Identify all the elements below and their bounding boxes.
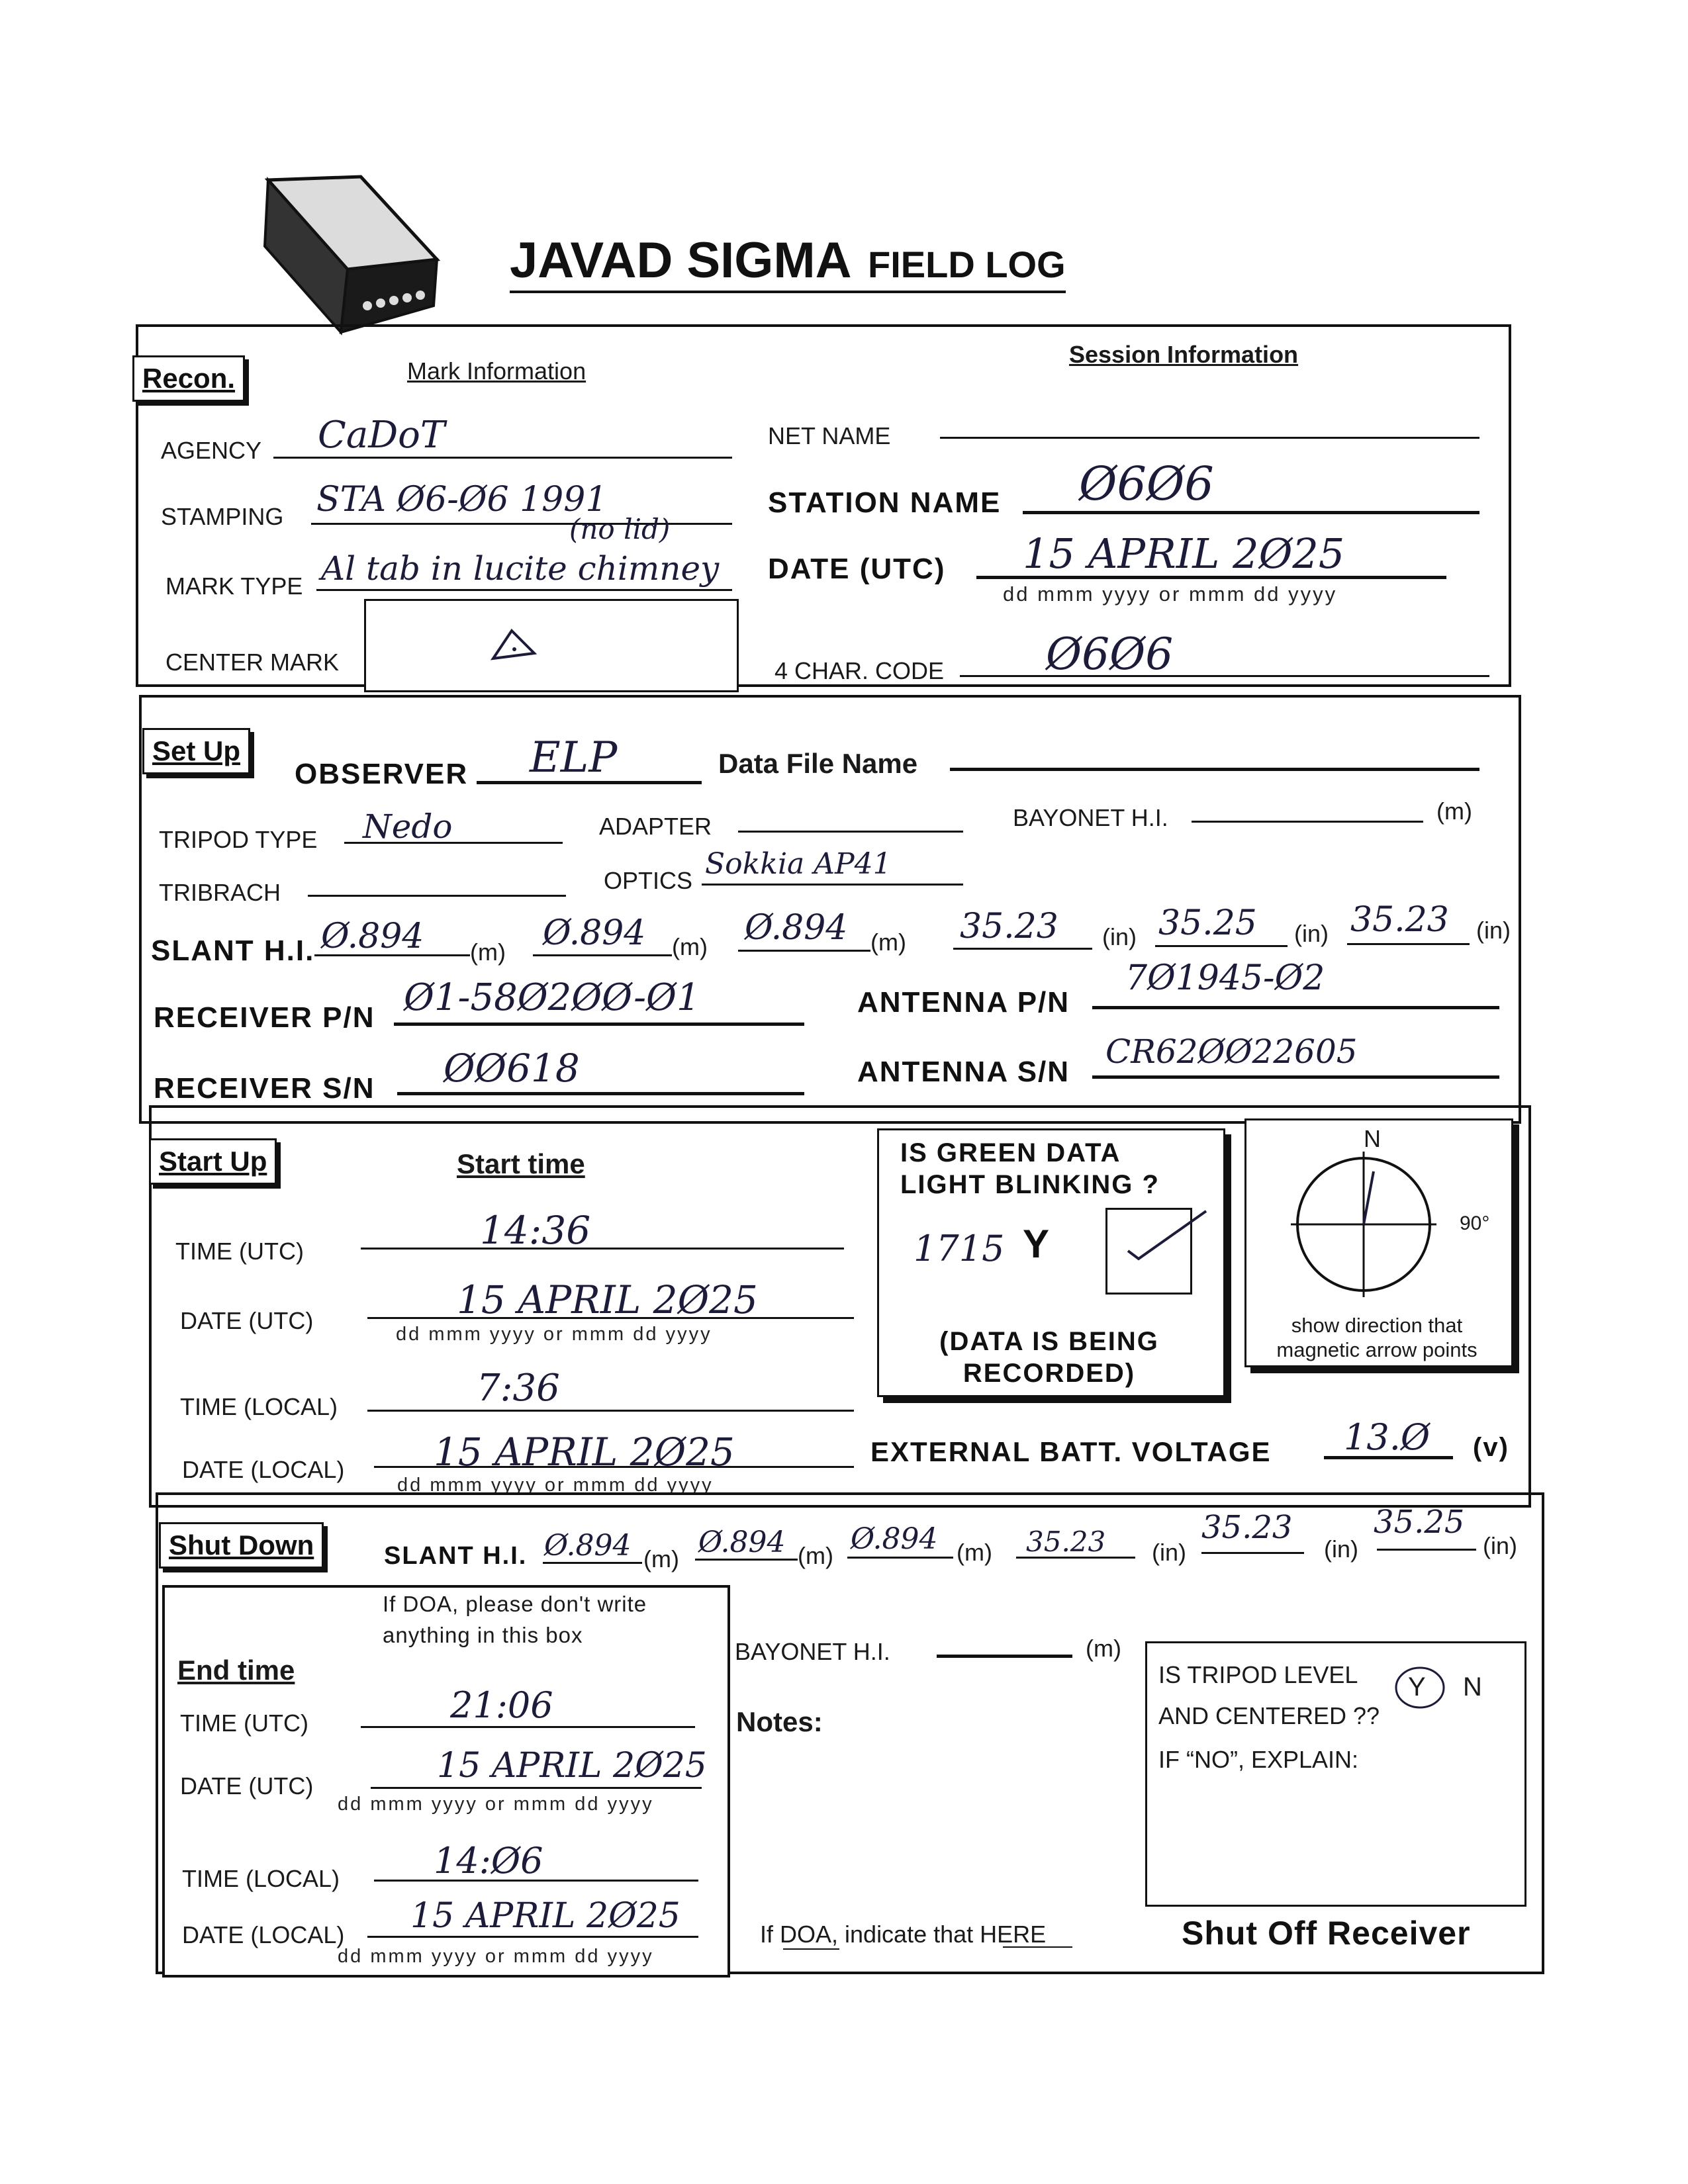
startup-time-local-value: 7:36 (477, 1367, 560, 1410)
shutdown-slant-value-2: Ø.894 (698, 1525, 786, 1559)
mark-type-value: Al tab in lucite chimney (321, 549, 720, 588)
start-time-heading: Start time (457, 1148, 585, 1179)
shutdown-slant-value-1: Ø.894 (544, 1529, 632, 1563)
shutdown-time-local-label: TIME (LOCAL) (182, 1865, 340, 1892)
doa-note-1: If DOA, please don't write (383, 1592, 647, 1616)
title-main: JAVAD SIGMA (510, 232, 852, 289)
form-title (510, 232, 1066, 293)
setup-slant-value-5: 35.25 (1158, 903, 1257, 943)
receiver-sn-line (397, 1092, 804, 1095)
compass-caption-2: magnetic arrow points (1276, 1338, 1477, 1361)
shutdown-bayonet-label: BAYONET H.I. (735, 1638, 890, 1665)
shutdown-time-utc-label: TIME (UTC) (180, 1709, 308, 1737)
setup-slant-unit-5: (in) (1294, 920, 1329, 947)
green-light-question-2: LIGHT BLINKING ? (900, 1170, 1160, 1199)
bayonet-line (1192, 821, 1423, 823)
startup-date-utc-value: 15 APRIL 2Ø25 (457, 1277, 758, 1322)
receiver-device-image (261, 173, 444, 339)
compass-icon (1291, 1152, 1436, 1297)
green-light-y: Y (1023, 1222, 1051, 1266)
session-info-heading: Session Information (1069, 341, 1299, 368)
net-name-line (940, 437, 1479, 439)
shutdown-slant-line-3 (847, 1557, 953, 1559)
shutdown-slant-unit-2: (m) (798, 1542, 833, 1569)
ext-batt-value: 13.Ø (1344, 1416, 1430, 1458)
compass-90-label: 90° (1460, 1212, 1490, 1234)
tripod-label: TRIPOD TYPE (159, 826, 318, 853)
stamping-note: (no lid) (569, 513, 671, 545)
stamping-value: STA Ø6-Ø6 1991 (316, 480, 608, 520)
adapter-label: ADAPTER (599, 813, 712, 840)
startup-time-local-line (367, 1410, 854, 1412)
setup-slant-unit-3: (m) (870, 929, 906, 956)
shutdown-time-local-value: 14:Ø6 (434, 1840, 543, 1882)
shutdown-time-utc-line (361, 1726, 695, 1728)
receiver-pn-value: Ø1-58Ø2ØØ-Ø1 (404, 976, 700, 1019)
mark-type-label: MARK TYPE (165, 572, 303, 600)
setup-slant-unit-4: (in) (1102, 923, 1137, 950)
antenna-sn-label: ANTENNA S/N (857, 1056, 1070, 1088)
shutdown-slant-label: SLANT H.I. (384, 1542, 528, 1570)
bayonet-label: BAYONET H.I. (1013, 804, 1168, 831)
tribrach-label: TRIBRACH (159, 879, 281, 906)
receiver-sn-label: RECEIVER S/N (154, 1072, 375, 1105)
data-file-label: Data File Name (718, 748, 918, 779)
shutdown-date-local-line (367, 1936, 698, 1938)
doa-indicate-text: If DOA, indicate that HERE (760, 1921, 1047, 1948)
shutdown-slant-line-6 (1377, 1549, 1476, 1551)
shutdown-slant-unit-3: (m) (957, 1539, 992, 1566)
doa-note-2: anything in this box (383, 1623, 583, 1647)
antenna-pn-line (1092, 1006, 1499, 1009)
shutdown-slant-unit-4: (in) (1152, 1539, 1186, 1566)
shut-off-receiver-text: Shut Off Receiver (1182, 1915, 1471, 1952)
recording-text-1: (DATA IS BEING (939, 1327, 1159, 1356)
observer-label: OBSERVER (295, 758, 469, 790)
setup-slant-line-5 (1155, 945, 1288, 947)
shutdown-slant-unit-1: (m) (643, 1545, 679, 1572)
recon-date-format: dd mmm yyyy or mmm dd yyyy (1003, 582, 1338, 606)
tripod-level-question-2: AND CENTERED ?? (1158, 1702, 1380, 1729)
char-code-label: 4 CHAR. CODE (774, 657, 945, 684)
adapter-line (738, 831, 963, 833)
shutdown-bayonet-unit: (m) (1086, 1635, 1121, 1662)
doa-underline (783, 1948, 839, 1950)
receiver-pn-line (394, 1023, 804, 1026)
recording-text-2: RECORDED) (962, 1359, 1136, 1388)
shutdown-slant-line-5 (1201, 1552, 1304, 1554)
end-time-heading: End time (177, 1655, 295, 1686)
observer-value: ELP (530, 733, 618, 782)
startup-tab: Start Up (149, 1138, 277, 1185)
tripod-level-question-3: IF “NO”, EXPLAIN: (1158, 1746, 1359, 1773)
station-name-label: STATION NAME (768, 486, 1002, 519)
startup-time-utc-line (361, 1248, 844, 1250)
shutdown-date-utc-line (371, 1787, 702, 1789)
green-light-initials: 1715 (914, 1228, 1005, 1269)
shutdown-date-local-label: DATE (LOCAL) (182, 1921, 345, 1948)
tripod-level-no[interactable]: N (1463, 1672, 1482, 1702)
setup-slant-line-4 (953, 948, 1092, 950)
stamping-label: STAMPING (161, 503, 284, 530)
shutdown-slant-value-3: Ø.894 (851, 1522, 938, 1556)
setup-slant-line-6 (1347, 943, 1470, 945)
notes-label: Notes: (736, 1706, 823, 1737)
net-name-label: NET NAME (768, 422, 891, 449)
recon-date-value: 15 APRIL 2Ø25 (1023, 529, 1345, 578)
shutdown-slant-value-4: 35.23 (1026, 1525, 1106, 1558)
shutdown-date-utc-format: dd mmm yyyy or mmm dd yyyy (338, 1794, 654, 1815)
volt-unit: (v) (1473, 1433, 1509, 1462)
startup-date-utc-format: dd mmm yyyy or mmm dd yyyy (396, 1324, 712, 1345)
antenna-pn-label: ANTENNA P/N (857, 986, 1070, 1019)
receiver-sn-value: ØØ618 (444, 1046, 580, 1091)
shutdown-slant-value-5: 35.23 (1201, 1509, 1293, 1546)
shutdown-tab: Shut Down (159, 1522, 324, 1569)
tripod-level-question-1: IS TRIPOD LEVEL (1158, 1661, 1358, 1688)
setup-slant-value-3: Ø.894 (745, 908, 848, 948)
center-mark-box (364, 599, 739, 692)
receiver-pn-label: RECEIVER P/N (154, 1001, 375, 1034)
recon-date-label: DATE (UTC) (768, 553, 946, 585)
shutdown-bayonet-line (937, 1655, 1072, 1658)
startup-time-utc-value: 14:36 (480, 1208, 591, 1253)
data-file-line (950, 768, 1479, 771)
char-code-value: Ø6Ø6 (1046, 629, 1174, 680)
shutdown-date-utc-value: 15 APRIL 2Ø25 (437, 1746, 707, 1786)
checkmark-icon (1119, 1205, 1211, 1271)
setup-tab: Set Up (142, 728, 250, 774)
antenna-pn-value: 7Ø1945-Ø2 (1125, 958, 1325, 998)
setup-slant-line-3 (738, 950, 870, 952)
startup-time-local-label: TIME (LOCAL) (180, 1393, 338, 1420)
optics-line (702, 884, 963, 886)
mark-info-heading: Mark Information (407, 357, 586, 385)
center-mark-label: CENTER MARK (165, 649, 340, 676)
startup-date-local-format: dd mmm yyyy or mmm dd yyyy (397, 1475, 714, 1496)
shutdown-date-local-value: 15 APRIL 2Ø25 (410, 1896, 680, 1936)
startup-date-local-value: 15 APRIL 2Ø25 (434, 1430, 735, 1475)
agency-label: AGENCY (161, 437, 262, 464)
setup-slant-label: SLANT H.I. (151, 934, 315, 967)
tribrach-line (308, 895, 566, 897)
optics-label: OPTICS (604, 867, 693, 894)
shutdown-slant-unit-6: (in) (1483, 1532, 1517, 1559)
compass-caption-1: show direction that (1291, 1314, 1463, 1337)
setup-slant-unit-1: (m) (470, 938, 506, 966)
station-name-line (1023, 511, 1479, 514)
yes-circled-icon (1393, 1664, 1446, 1711)
tripod-value: Nedo (363, 807, 453, 846)
compass-north-label: N (1364, 1125, 1381, 1152)
setup-slant-value-1: Ø.894 (321, 917, 424, 956)
here-underline (1003, 1946, 1072, 1948)
bayonet-unit: (m) (1436, 797, 1472, 825)
shutdown-time-utc-value: 21:06 (450, 1684, 553, 1726)
center-mark-triangle-icon (487, 625, 539, 665)
shutdown-date-utc-label: DATE (UTC) (180, 1772, 314, 1799)
agency-line (273, 457, 732, 459)
startup-date-utc-label: DATE (UTC) (180, 1307, 314, 1334)
char-code-line (960, 675, 1489, 677)
setup-slant-value-6: 35.23 (1350, 900, 1449, 940)
shutdown-slant-unit-5: (in) (1324, 1535, 1358, 1563)
setup-slant-unit-6: (in) (1476, 917, 1511, 944)
setup-slant-unit-2: (m) (672, 933, 708, 960)
setup-slant-line-2 (533, 954, 672, 956)
recon-tab: Recon. (132, 355, 245, 402)
green-light-question-1: IS GREEN DATA (900, 1138, 1121, 1167)
mark-type-line (316, 589, 732, 591)
antenna-sn-line (1092, 1075, 1499, 1079)
title-sub: FIELD LOG (868, 244, 1066, 285)
startup-time-utc-label: TIME (UTC) (175, 1238, 304, 1265)
ext-batt-label: EXTERNAL BATT. VOLTAGE (870, 1436, 1272, 1467)
agency-value: CaDoT (318, 414, 445, 457)
setup-slant-value-4: 35.23 (960, 907, 1058, 946)
optics-value: Sokkia AP41 (705, 847, 892, 881)
antenna-sn-value: CR62ØØ22605 (1105, 1032, 1358, 1071)
shutdown-slant-value-6: 35.25 (1374, 1504, 1465, 1541)
tripod-level-yes[interactable]: Y (1408, 1672, 1426, 1702)
startup-date-local-label: DATE (LOCAL) (182, 1456, 345, 1483)
setup-slant-value-2: Ø.894 (543, 913, 646, 953)
shutdown-date-local-format: dd mmm yyyy or mmm dd yyyy (338, 1946, 654, 1967)
station-name-value: Ø6Ø6 (1079, 457, 1214, 511)
